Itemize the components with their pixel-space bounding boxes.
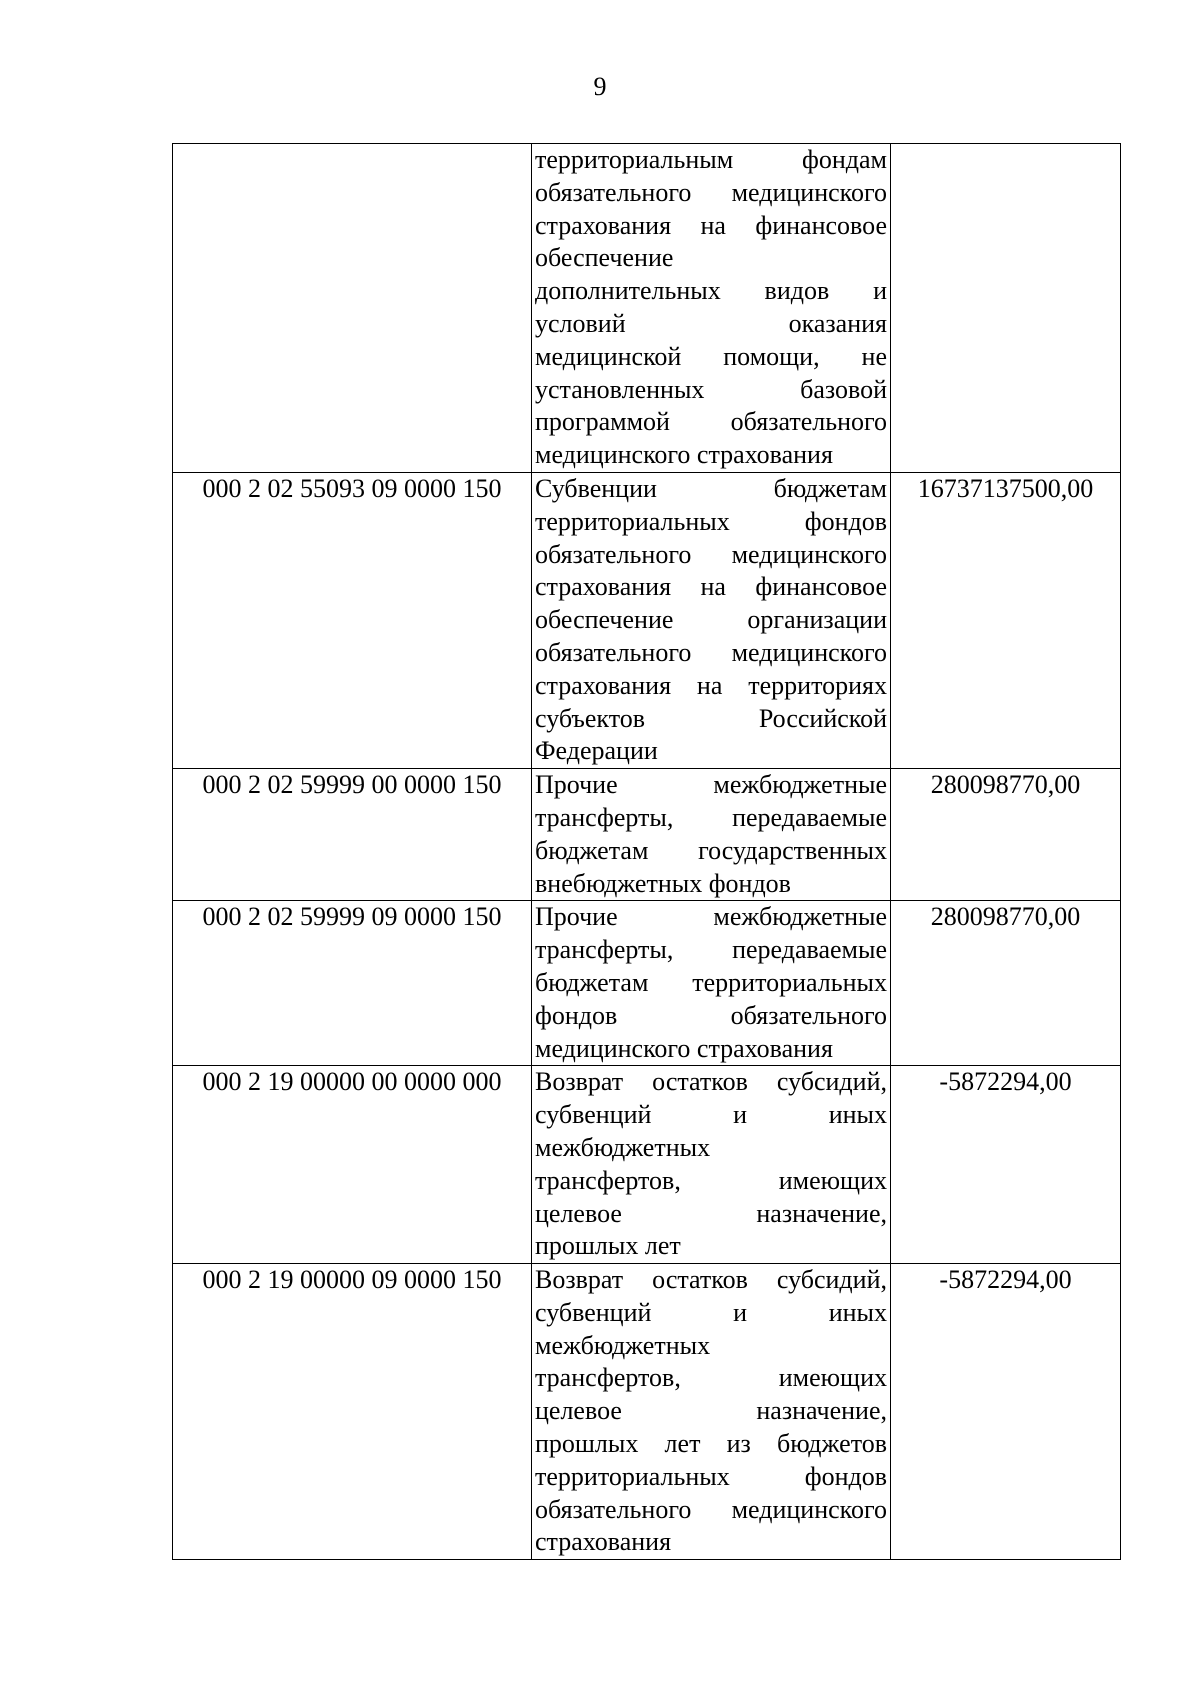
amount-cell: 280098770,00 — [891, 901, 1121, 1066]
description-line: межбюджетных — [535, 1132, 711, 1162]
table-row — [173, 901, 1121, 1066]
description-line: Прочие межбюджетные — [535, 902, 887, 932]
description-line: целевое назначение, — [535, 1198, 887, 1228]
description-line: территориальных фондов — [535, 506, 887, 536]
description-line: Прочие межбюджетные — [535, 770, 887, 800]
description-line: субвенций и иных — [535, 1297, 887, 1327]
amount-cell: 280098770,00 — [891, 769, 1121, 901]
description-line: медицинского страхования — [535, 1033, 833, 1063]
description-line: обязательного медицинского — [535, 177, 887, 207]
description-line: страхования на финансовое — [535, 572, 887, 602]
description-line: Возврат остатков субсидий, — [535, 1265, 887, 1295]
description-line: трансфертов, имеющих — [535, 1363, 887, 1393]
description-line: субвенций и иных — [535, 1100, 887, 1130]
description-cell — [532, 1066, 891, 1264]
description-cell — [532, 769, 891, 901]
description-line: программой обязательного — [535, 407, 887, 437]
description-line: страхования — [535, 1527, 672, 1557]
amount-cell: -5872294,00 — [891, 1066, 1121, 1264]
description-line: трансфертов, имеющих — [535, 1165, 887, 1195]
description-line: обеспечение — [535, 243, 674, 273]
description-cell — [532, 1264, 891, 1560]
description-line: прошлых лет из бюджетов — [535, 1429, 887, 1459]
description-line: условий оказания — [535, 308, 887, 338]
description-line: трансферты, передаваемые — [535, 802, 887, 832]
table-row — [173, 1066, 1121, 1264]
description-line: обязательного медицинского — [535, 637, 887, 667]
budget-table-body — [173, 144, 1121, 1560]
budget-table — [172, 143, 1121, 1560]
description-cell — [532, 472, 891, 768]
table-row — [173, 472, 1121, 768]
description-line: Возврат остатков субсидий, — [535, 1067, 887, 1097]
description-line: территориальных фондов — [535, 1461, 887, 1491]
table-row — [173, 1264, 1121, 1560]
description-cell — [532, 144, 891, 473]
amount-cell — [891, 144, 1121, 473]
page-number: 9 — [593, 72, 607, 101]
description-line: страхования на территориях — [535, 670, 887, 700]
budget-code-cell: 000 2 02 59999 09 0000 150 — [173, 901, 532, 1066]
description-line: трансферты, передаваемые — [535, 935, 887, 965]
description-line: медицинской помощи, не — [535, 341, 887, 371]
budget-code-cell: 000 2 02 59999 00 0000 150 — [173, 769, 532, 901]
description-line: территориальным фондам — [535, 145, 887, 174]
budget-code-cell: 000 2 02 55093 09 0000 150 — [173, 472, 532, 768]
amount-cell: -5872294,00 — [891, 1264, 1121, 1560]
budget-code-cell — [173, 144, 532, 473]
description-cell — [532, 901, 891, 1066]
description-line: субъектов Российской — [535, 703, 887, 733]
description-line: Субвенции бюджетам — [535, 473, 887, 503]
description-line: обязательного медицинского — [535, 1494, 887, 1524]
table-row — [173, 144, 1121, 473]
budget-code-cell: 000 2 19 00000 00 0000 000 — [173, 1066, 532, 1264]
budget-code-cell: 000 2 19 00000 09 0000 150 — [173, 1264, 532, 1560]
description-line: дополнительных видов и — [535, 276, 887, 306]
description-line: целевое назначение, — [535, 1396, 887, 1426]
table-row — [173, 769, 1121, 901]
description-line: страхования на финансовое — [535, 210, 887, 240]
description-line: обеспечение организации — [535, 605, 887, 635]
description-line: прошлых лет — [535, 1231, 681, 1261]
description-line: фондов обязательного — [535, 1000, 887, 1030]
description-line: бюджетам государственных — [535, 835, 887, 865]
description-line: обязательного медицинского — [535, 539, 887, 569]
description-line: медицинского страхования — [535, 440, 833, 470]
description-line: Федерации — [535, 736, 658, 766]
description-line: межбюджетных — [535, 1330, 711, 1360]
amount-cell: 16737137500,00 — [891, 472, 1121, 768]
description-line: внебюджетных фондов — [535, 868, 791, 898]
description-line: бюджетам территориальных — [535, 967, 887, 997]
description-line: установленных базовой — [535, 374, 887, 404]
